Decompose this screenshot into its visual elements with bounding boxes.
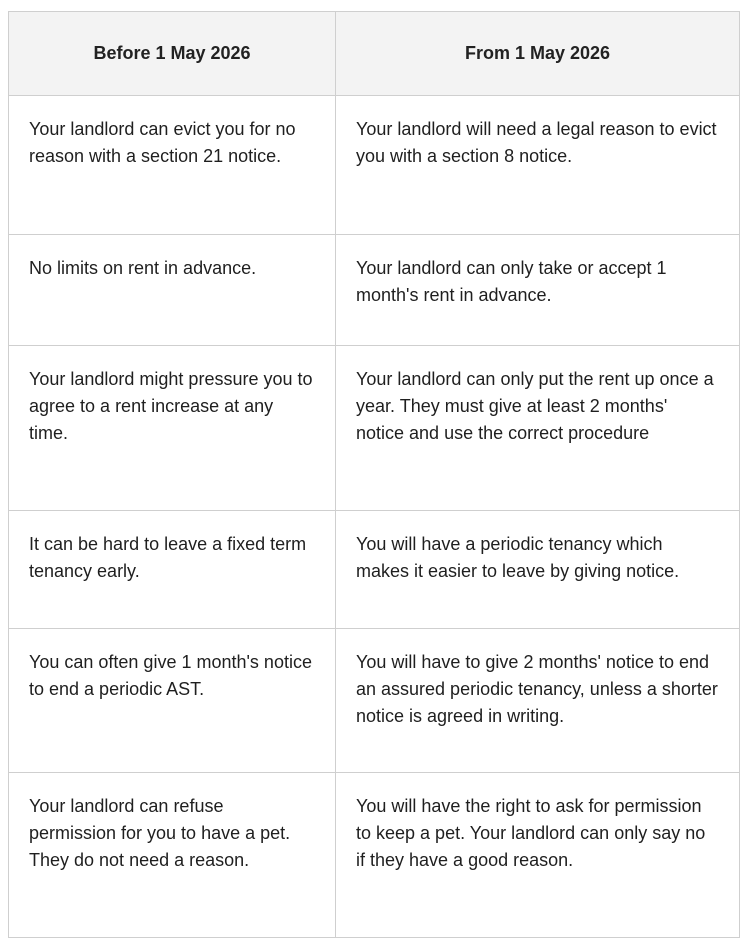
- cell-before: [9, 346, 336, 511]
- cell-before-text: Your landlord can refuse permission for you to have a pet. They do not need a reason.: [29, 796, 291, 870]
- cell-before: [9, 773, 336, 938]
- cell-from-text: You will have to give 2 months' notice to end an assured periodic tenancy, unless a shorter notice is agreed in writing.: [356, 652, 718, 726]
- header-row: [9, 12, 740, 96]
- cell-from-text: You will have a periodic tenancy which makes it easier to leave by giving notice.: [356, 534, 680, 581]
- table-body: [9, 96, 740, 938]
- cell-before-text: No limits on rent in advance.: [29, 258, 257, 278]
- header-before: Before 1 May 2026: [9, 12, 336, 96]
- cell-before: [9, 235, 336, 346]
- cell-before-text: Your landlord can evict you for no reason with a section 21 notice.: [29, 119, 296, 166]
- cell-from-text: You will have the right to ask for permission to keep a pet. Your landlord can only say no if they have a good reason.: [356, 796, 706, 870]
- table-header: [9, 12, 740, 96]
- cell-from-text: Your landlord can only take or accept 1 month's rent in advance.: [356, 258, 667, 305]
- cell-before: [9, 511, 336, 629]
- cell-from-text: Your landlord can only put the rent up once a year. They must give at least 2 months' notice and use the correct procedure: [356, 369, 714, 443]
- cell-from: [336, 346, 740, 511]
- cell-from-text: Your landlord will need a legal reason to evict you with a section 8 notice.: [356, 119, 717, 166]
- cell-from: [336, 629, 740, 773]
- cell-before: [9, 629, 336, 773]
- table-row: [9, 346, 740, 511]
- table-row: [9, 96, 740, 235]
- cell-before-text: It can be hard to leave a fixed term tenancy early.: [29, 534, 307, 581]
- comparison-table: [8, 11, 740, 938]
- table-row: [9, 773, 740, 938]
- table-row: [9, 511, 740, 629]
- cell-from: [336, 96, 740, 235]
- table-row: [9, 235, 740, 346]
- cell-before-text: You can often give 1 month's notice to end a periodic AST.: [29, 652, 312, 699]
- cell-from: [336, 773, 740, 938]
- cell-from: [336, 511, 740, 629]
- cell-before-text: Your landlord might pressure you to agree to a rent increase at any time.: [29, 369, 313, 443]
- cell-from: [336, 235, 740, 346]
- header-from: From 1 May 2026: [336, 12, 740, 96]
- cell-before: [9, 96, 336, 235]
- table-row: [9, 629, 740, 773]
